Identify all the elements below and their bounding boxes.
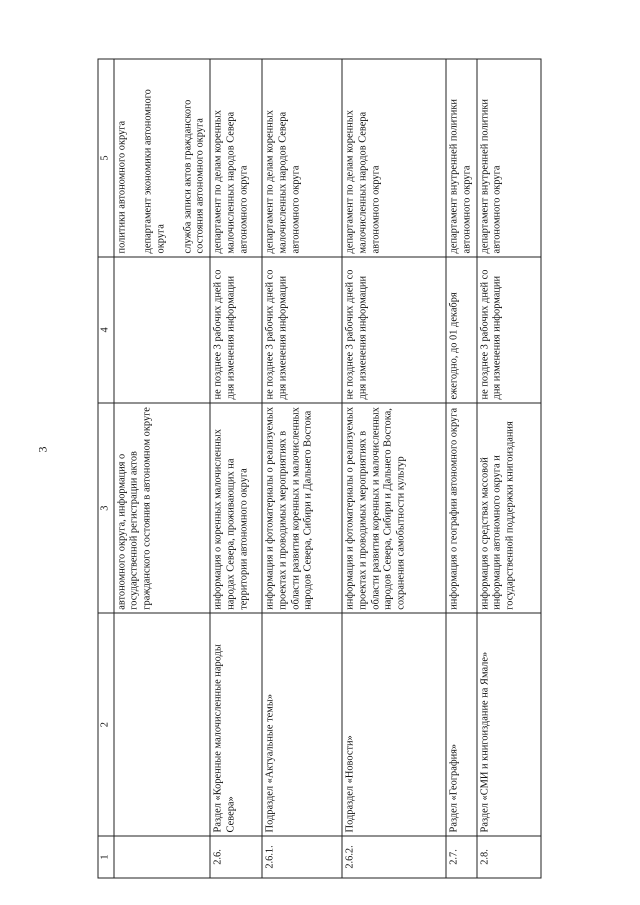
row-number: 2.6.1. (262, 836, 342, 878)
table-row (262, 59, 342, 878)
content-description: информация и фотоматериалы о реализуемых проектах и проводимых мероприятиях в области развития коренных и малочисленных народов Севера, Сибири и Дальнего Востока (262, 403, 342, 613)
row-number: 2.7. (446, 836, 476, 878)
row-number: 2.6.2. (342, 836, 446, 878)
table-row (114, 59, 210, 878)
content-description: информация о средствах массовой информации автономного округа и государственной поддержки книгоиздания (477, 403, 541, 613)
responsible-line: департамент по делам коренных малочисленных народов Севера автономного округа (262, 59, 342, 257)
responsible-cell (114, 59, 210, 257)
row-number: 2.6. (210, 836, 262, 878)
table-header-row (98, 59, 114, 878)
header-cell: 1 (98, 836, 114, 878)
content-description: информация о коренных малочисленных народах Севера, проживающих на территории автономного округа (210, 403, 262, 613)
responsible-line: департамент по делам коренных малочисленных народов Севера автономного округа (210, 59, 262, 257)
table-row (477, 59, 541, 878)
responsible-line: департамент внутренней политики автономного округа (446, 59, 476, 257)
responsible-line: департамент по делам коренных малочисленных народов Севера автономного округа (342, 59, 446, 257)
header-cell: 2 (98, 613, 114, 836)
responsible-line: департамент экономики автономного округа (142, 89, 167, 254)
section-name: Подраздел «Актуальные темы» (262, 613, 342, 836)
schedule-table (98, 59, 542, 879)
update-period: не позднее 3 рабочих дней со дня изменения информации (477, 257, 541, 403)
content-description: информация и фотоматериалы о реализуемых проектах и проводимых мероприятиях в области развития коренных и малочисленных народов Севера, Сибири и Дальнего Востока, сохранения самобытности культур (342, 403, 446, 613)
header-cell: 4 (98, 257, 114, 403)
section-name: Раздел «Коренные малочисленные народы Севера» (210, 613, 262, 836)
table-row (210, 59, 262, 878)
rotated-table-wrapper (98, 59, 543, 879)
row-number (114, 836, 210, 878)
row-number: 2.8. (477, 836, 541, 878)
content-description: автономного округа, информация о государственной регистрации актов гражданского состояния в автономном округе (114, 403, 210, 613)
update-period: не позднее 3 рабочих дней со дня изменения информации (262, 257, 342, 403)
update-period: ежегодно, до 01 декабря (446, 257, 476, 403)
table-row (342, 59, 446, 878)
responsible-line: департамент внутренней политики автономного округа (477, 59, 541, 257)
update-period (114, 257, 210, 403)
update-period: не позднее 3 рабочих дней со дня изменения информации (210, 257, 262, 403)
table-row (446, 59, 476, 878)
update-period: не позднее 3 рабочих дней со дня изменения информации (342, 257, 446, 403)
section-name: Раздел «СМИ и книгоиздание на Ямале» (477, 613, 541, 836)
section-name (114, 613, 210, 836)
page-number: 3 (35, 446, 50, 453)
section-name: Раздел «География» (446, 613, 476, 836)
responsible-line: политики автономного округа (116, 120, 128, 254)
header-cell: 3 (98, 403, 114, 613)
section-name: Подраздел «Новости» (342, 613, 446, 836)
responsible-line: служба записи актов гражданского состояния автономного округа (182, 99, 206, 254)
header-cell: 5 (98, 59, 114, 257)
content-description: информация о географии автономного округа (446, 403, 476, 613)
